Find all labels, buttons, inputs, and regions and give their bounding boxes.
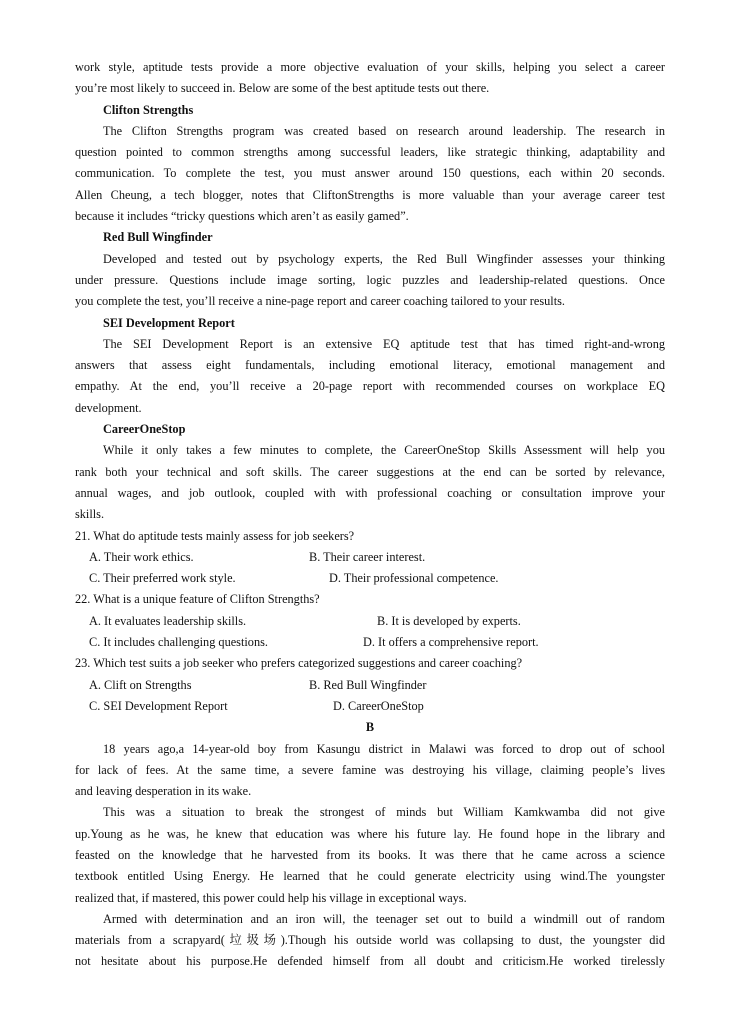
paragraph-line: Allen Cheung, a tech blogger, notes that CliftonStrengths is more valuable than your average career test	[75, 187, 665, 202]
option-row	[75, 611, 665, 632]
paragraph-line: under pressure. Questions include image sorting, logic puzzles and leadership-related questions. Once	[75, 272, 665, 287]
paragraph-line: up.Young as he was, he knew that education was where his future lay. He found hope in the library and	[75, 826, 665, 841]
paragraph-line: empathy. At the end, you’ll receive a 20-page report with recommended courses on workplace EQ	[75, 379, 665, 394]
paragraph-line: The Clifton Strengths program was created based on research around leadership. The research in	[103, 123, 665, 138]
option-row	[75, 675, 665, 696]
paragraph-line: textbook entitled Using Energy. He learned that he could generate electricity using wind.The youngster	[75, 869, 665, 884]
option-row	[75, 568, 665, 589]
option-a[interactable]: A. It evaluates leadership skills.	[89, 613, 247, 628]
intro-line: work style, aptitude tests provide a more objective evaluation of your skills, helping you select a career	[75, 60, 665, 74]
section-heading: CareerOneStop	[103, 422, 186, 437]
question-stem: 23. Which test suits a job seeker who prefers categorized suggestions and career coaching?	[75, 656, 523, 671]
section-heading: SEI Development Report	[103, 315, 235, 330]
option-c[interactable]: C. SEI Development Report	[89, 698, 228, 713]
option-b[interactable]: B. It is developed by experts.	[377, 613, 521, 628]
paragraph-line: materials from a scrapyard(垃圾场).Though his outside world was collapsing to dust, the youngster did	[75, 933, 665, 948]
paragraph-line: question pointed to common strengths among successful leaders, like strategic thinking, adaptability and	[75, 145, 665, 160]
paragraph-line: feasted on the knowledge that he harvested from its books. It was there that he came across a science	[75, 847, 665, 862]
option-row	[75, 632, 665, 653]
paragraph-line: because it includes “tricky questions which aren’t as easily gamed”.	[75, 209, 409, 224]
paragraph-line: you complete the test, you’ll receive a nine-page report and career coaching tailored to your results.	[75, 294, 565, 309]
paragraph-line: While it only takes a few minutes to complete, the CareerOneStop Skills Assessment will help you	[103, 443, 665, 458]
paragraph-line: annual wages, and job outlook, coupled with with professional coaching or consultation improve your	[75, 485, 665, 500]
paragraph-line: Developed and tested out by psychology experts, the Red Bull Wingfinder assesses your thinking	[103, 251, 665, 266]
option-row	[75, 547, 665, 568]
passage-b-label: B	[365, 720, 375, 735]
option-row	[75, 696, 665, 717]
paragraph-line: communication. To complete the test, you must answer around 150 questions, each within 20 seconds.	[75, 166, 665, 181]
option-a[interactable]: A. Clift on Strengths	[89, 677, 192, 692]
paragraph-line: development.	[75, 400, 142, 415]
document-page	[75, 57, 665, 973]
option-d[interactable]: D. It offers a comprehensive report.	[363, 635, 539, 650]
intro-line: you’re most likely to succeed in. Below are some of the best aptitude tests out there.	[75, 81, 490, 96]
section-heading: Red Bull Wingfinder	[103, 230, 213, 245]
section-heading: Clifton Strengths	[103, 102, 194, 117]
paragraph-line: 18 years ago,a 14-year-old boy from Kasungu district in Malawi was forced to drop out of school	[103, 741, 665, 756]
option-d[interactable]: D. CareerOneStop	[333, 698, 424, 713]
option-d[interactable]: D. Their professional competence.	[329, 571, 499, 586]
option-c[interactable]: C. Their preferred work style.	[89, 571, 236, 586]
paragraph-line: The SEI Development Report is an extensive EQ aptitude test that has timed right-and-wrong	[103, 336, 665, 351]
option-c[interactable]: C. It includes challenging questions.	[89, 635, 268, 650]
question-stem: 22. What is a unique feature of Clifton Strengths?	[75, 592, 320, 607]
paragraph-line: This was a situation to break the strongest of minds but William Kamkwamba did not give	[103, 805, 665, 820]
question-stem: 21. What do aptitude tests mainly assess for job seekers?	[75, 528, 355, 543]
option-b[interactable]: B. Their career interest.	[309, 549, 426, 564]
paragraph-line: rank both your technical and soft skills. The career suggestions at the end can be sorted by relevance,	[75, 464, 665, 479]
paragraph-line: not hesitate about his purpose.He defended himself from all doubt and criticism.He worked tirelessly	[75, 954, 665, 969]
paragraph-line: Armed with determination and an iron will, the teenager set out to build a windmill out of random	[103, 911, 665, 926]
option-a[interactable]: A. Their work ethics.	[89, 549, 194, 564]
paragraph-line: and leaving desperation in its wake.	[75, 784, 252, 799]
option-b[interactable]: B. Red Bull Wingfinder	[309, 677, 427, 692]
paragraph-line: for lack of fees. At the same time, a severe famine was destroying his village, claiming people’s lives	[75, 762, 665, 777]
paragraph-line: skills.	[75, 507, 105, 522]
paragraph-line: answers that assess eight fundamentals, including emotional literacy, emotional management and	[75, 358, 665, 373]
paragraph-line: realized that, if mastered, this power could help his village in exceptional ways.	[75, 890, 467, 905]
